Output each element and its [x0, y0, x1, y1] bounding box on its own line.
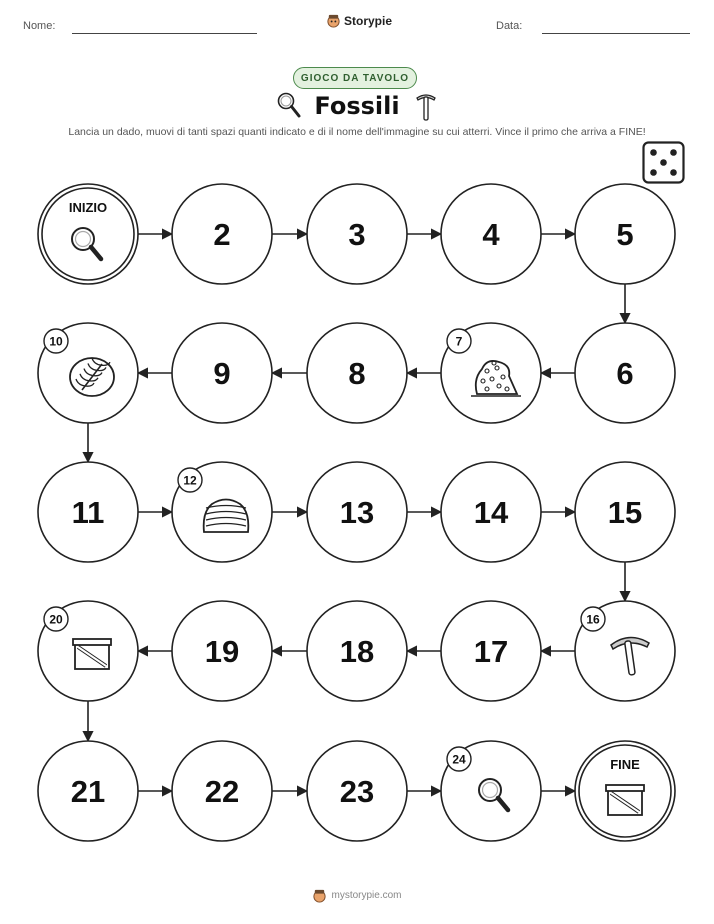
space-15: [575, 462, 675, 562]
brand-name: Storypie: [344, 13, 393, 28]
name-label: Nome:: [23, 20, 56, 32]
space-8: [307, 323, 407, 423]
space-number: 18: [339, 634, 375, 669]
space-number: 22: [204, 774, 240, 809]
space-number: 9: [213, 356, 231, 391]
space-badge-number: 10: [49, 334, 63, 349]
space-10: [38, 323, 138, 423]
space-number: 5: [616, 217, 634, 252]
space-badge-number: 24: [452, 752, 466, 767]
space-number: 11: [71, 495, 105, 530]
storypie-mascot-icon: [312, 888, 327, 903]
space-number: 14: [473, 495, 509, 530]
page-title: Fossili: [314, 92, 400, 120]
space-22: [172, 741, 272, 841]
space-9: [172, 323, 272, 423]
space-number: 23: [339, 774, 375, 809]
space-number: 19: [204, 634, 240, 669]
space-6: [575, 323, 675, 423]
rock-layers-icon: [204, 500, 249, 533]
footer: [0, 888, 714, 903]
space-label: FINE: [610, 757, 640, 772]
space-13: [307, 462, 407, 562]
space-number: 13: [339, 495, 375, 530]
space-19: [172, 601, 272, 701]
space-number: 15: [607, 495, 643, 530]
space-number: 8: [348, 356, 366, 391]
space-23: [307, 741, 407, 841]
footer-site: mystorypie.com: [331, 890, 402, 901]
space-label: INIZIO: [68, 200, 108, 215]
space-17: [441, 601, 541, 701]
space-21: [38, 741, 138, 841]
space-number: 17: [473, 634, 509, 669]
leaf-fossil-icon: [70, 358, 114, 396]
space-badge-number: 20: [49, 612, 63, 627]
space-badge-number: 7: [455, 334, 463, 349]
space-number: 6: [616, 356, 634, 391]
space-3: [307, 184, 407, 284]
space-2: [172, 184, 272, 284]
space-number: 3: [348, 217, 366, 252]
space-16: [575, 601, 675, 701]
space-7: [441, 323, 541, 423]
space-number: 2: [213, 217, 231, 252]
game-type-badge: GIOCO DA TAVOLO: [293, 67, 417, 89]
space-5: [575, 184, 675, 284]
date-label: Data:: [496, 20, 523, 32]
space-20: [38, 601, 138, 701]
space-start: [38, 184, 138, 284]
space-11: [38, 462, 138, 562]
instructions-text: Lancia un dado, muovi di tanti spazi quanti indicato e di il nome dell'immagine su cui atterri. Vince il primo che arriva a FINE!: [68, 126, 646, 138]
space-24: [441, 741, 541, 841]
space-number: 4: [482, 217, 500, 252]
space-badge-number: 12: [183, 473, 197, 488]
space-14: [441, 462, 541, 562]
crate-icon: [73, 639, 111, 669]
space-badge-number: 16: [586, 612, 600, 627]
space-number: 21: [70, 774, 106, 809]
space-4: [441, 184, 541, 284]
space-18: [307, 601, 407, 701]
space-12: [172, 462, 272, 562]
crate-icon: [606, 785, 644, 815]
space-finish: [575, 741, 675, 841]
